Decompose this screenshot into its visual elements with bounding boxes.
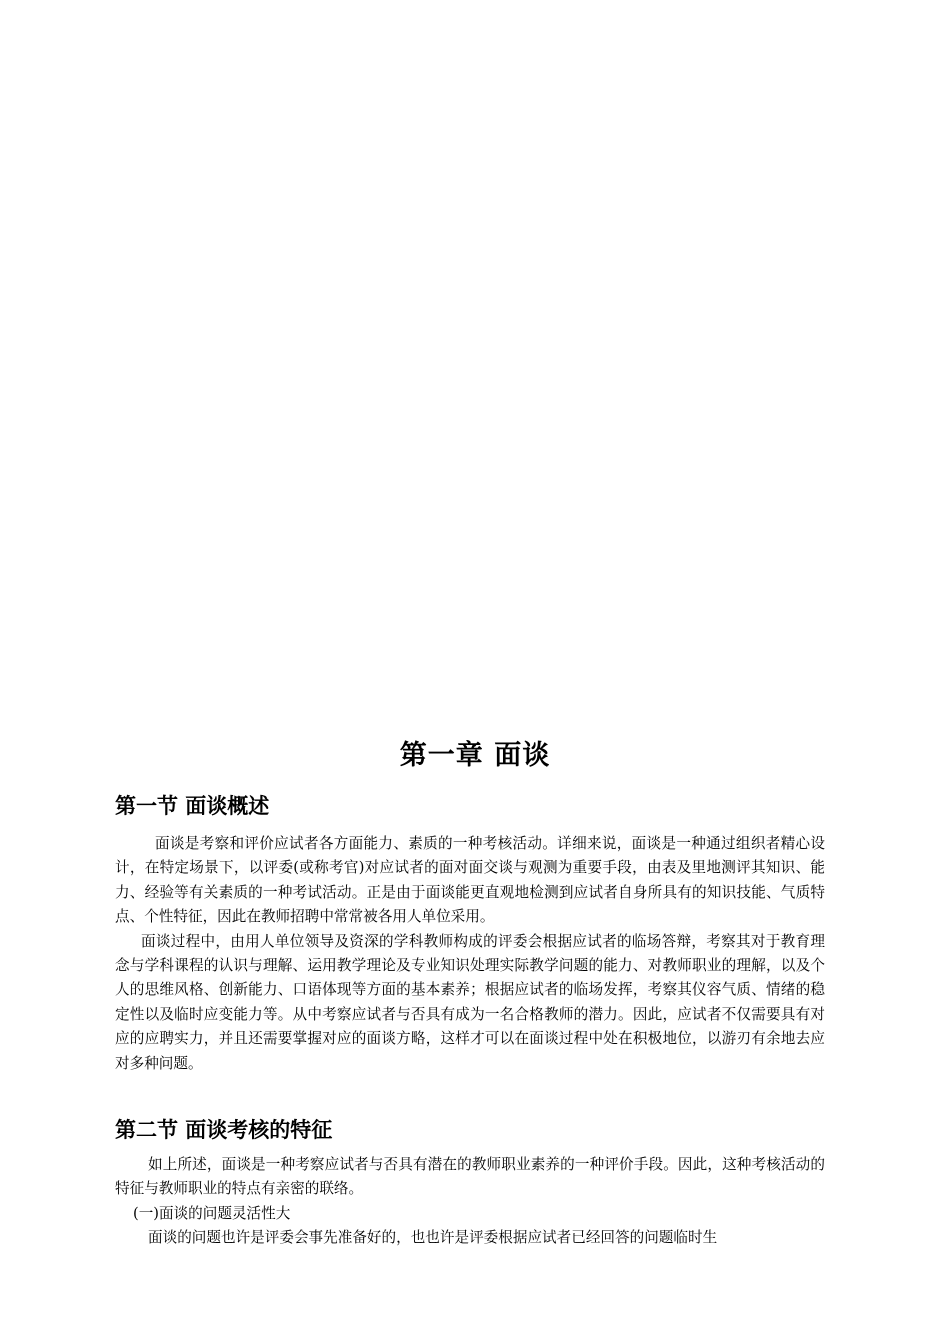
section-title-features: 第二节 面谈考核的特征 xyxy=(115,1118,333,1142)
paragraph: 面谈是考察和评价应试者各方面能力、素质的一种考核活动。详细来说，面谈是一种通过组织者精心设计，在特定场景下，以评委(或称考官)对应试者的面对面交谈与观测为重要手段，由表及里地测评其知识、能力、经验等有关素质的一种考试活动。正是由于面谈能更直观地检测到应试者自身所具有的知识技能、气质特点、个性特征，因此在教师招聘中常常被各用人单位采用。 xyxy=(115,835,825,926)
chapter-title: 第一章 面谈 xyxy=(399,740,551,771)
section-title-overview: 第一节 面谈概述 xyxy=(115,794,270,818)
paragraph: 面谈过程中，由用人单位领导及资深的学科教师构成的评委会根据应试者的临场答辩，考察其对于教育理念与学科课程的认识与理解、运用教学理论及专业知识处理实际教学问题的能力、对教师职业的理解，以及个人的思维风格、创新能力、口语体现等方面的基本素养；根据应试者的临场发挥，考察其仪容气质、情绪的稳定性以及临时应变能力等。从中考察应试者与否具有成为一名合格教师的潜力。因此，应试者不仅需要具有对应的应聘实力，并且还需要掌握对应的面谈方略，这样才可以在面谈过程中处在积极地位，以游刃有余地去应对多种问题。 xyxy=(115,932,825,1072)
paragraph: 面谈的问题也许是评委会事先准备好的，也也许是评委根据应试者已经回答的问题临时生 xyxy=(148,1229,718,1247)
section-features-body xyxy=(115,1153,825,1251)
paragraph: 如上所述，面谈是一种考察应试者与否具有潜在的教师职业素养的一种评价手段。因此，这种考核活动的特征与教师职业的特点有亲密的联络。 xyxy=(115,1156,825,1198)
subheading: (一)面谈的问题灵活性大 xyxy=(133,1204,291,1222)
section-overview-body xyxy=(115,832,825,1076)
